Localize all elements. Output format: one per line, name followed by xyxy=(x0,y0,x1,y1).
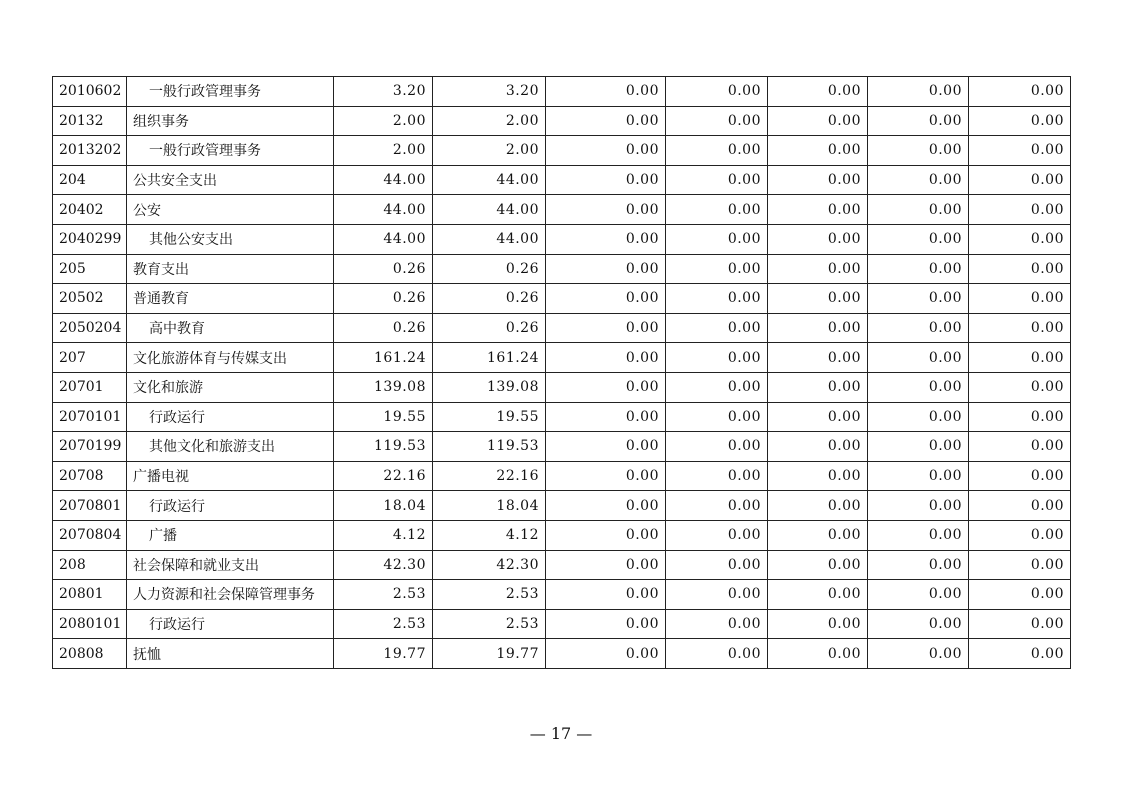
amount-cell: 0.00 xyxy=(868,580,969,610)
subject-code-cell: 2050204 xyxy=(53,313,127,343)
amount-cell: 0.00 xyxy=(969,402,1071,432)
amount-cell: 2.00 xyxy=(433,136,546,166)
amount-cell: 0.00 xyxy=(969,284,1071,314)
amount-cell: 0.00 xyxy=(768,343,868,373)
amount-cell: 0.00 xyxy=(768,461,868,491)
subject-name-cell: 一般行政管理事务 xyxy=(127,77,334,107)
subject-name-cell: 社会保障和就业支出 xyxy=(127,550,334,580)
amount-cell: 18.04 xyxy=(334,491,433,521)
amount-cell: 0.00 xyxy=(969,609,1071,639)
table-row xyxy=(53,254,1071,284)
subject-name-cell: 高中教育 xyxy=(127,313,334,343)
amount-cell: 0.00 xyxy=(546,136,666,166)
subject-code-cell: 207 xyxy=(53,343,127,373)
amount-cell: 0.00 xyxy=(666,550,768,580)
subject-code-cell: 208 xyxy=(53,550,127,580)
amount-cell: 2.53 xyxy=(334,609,433,639)
amount-cell: 0.00 xyxy=(546,77,666,107)
amount-cell: 0.00 xyxy=(666,580,768,610)
amount-cell: 19.55 xyxy=(334,402,433,432)
amount-cell: 0.00 xyxy=(969,491,1071,521)
amount-cell: 3.20 xyxy=(334,77,433,107)
amount-cell: 0.00 xyxy=(868,224,969,254)
amount-cell: 0.00 xyxy=(969,136,1071,166)
amount-cell: 0.00 xyxy=(868,313,969,343)
amount-cell: 0.00 xyxy=(546,313,666,343)
table-row xyxy=(53,550,1071,580)
amount-cell: 22.16 xyxy=(334,461,433,491)
table-row xyxy=(53,402,1071,432)
amount-cell: 0.00 xyxy=(969,580,1071,610)
amount-cell: 0.00 xyxy=(868,106,969,136)
amount-cell: 44.00 xyxy=(334,224,433,254)
amount-cell: 0.00 xyxy=(666,136,768,166)
subject-name-cell: 行政运行 xyxy=(127,491,334,521)
amount-cell: 0.00 xyxy=(666,343,768,373)
page-number: — 17 — xyxy=(529,724,593,743)
amount-cell: 0.00 xyxy=(666,165,768,195)
table-body xyxy=(53,77,1071,669)
amount-cell: 0.00 xyxy=(868,491,969,521)
amount-cell: 0.00 xyxy=(969,165,1071,195)
subject-name-cell: 广播电视 xyxy=(127,461,334,491)
subject-code-cell: 20801 xyxy=(53,580,127,610)
table-row xyxy=(53,491,1071,521)
subject-code-cell: 2070801 xyxy=(53,491,127,521)
amount-cell: 0.00 xyxy=(546,580,666,610)
amount-cell: 0.00 xyxy=(969,520,1071,550)
amount-cell: 0.26 xyxy=(433,313,546,343)
table-row xyxy=(53,580,1071,610)
amount-cell: 0.00 xyxy=(666,609,768,639)
amount-cell: 0.00 xyxy=(868,372,969,402)
amount-cell: 0.00 xyxy=(666,639,768,669)
amount-cell: 0.00 xyxy=(768,165,868,195)
amount-cell: 0.00 xyxy=(768,195,868,225)
amount-cell: 0.00 xyxy=(666,195,768,225)
amount-cell: 0.00 xyxy=(868,254,969,284)
amount-cell: 0.00 xyxy=(868,77,969,107)
amount-cell: 0.00 xyxy=(546,639,666,669)
amount-cell: 0.00 xyxy=(868,195,969,225)
table-row xyxy=(53,224,1071,254)
subject-name-cell: 人力资源和社会保障管理事务 xyxy=(127,580,334,610)
amount-cell: 161.24 xyxy=(334,343,433,373)
table-row xyxy=(53,343,1071,373)
amount-cell: 0.00 xyxy=(868,550,969,580)
amount-cell: 0.00 xyxy=(666,313,768,343)
amount-cell: 0.26 xyxy=(334,313,433,343)
amount-cell: 0.00 xyxy=(969,461,1071,491)
amount-cell: 0.26 xyxy=(334,284,433,314)
amount-cell: 0.00 xyxy=(969,372,1071,402)
amount-cell: 0.00 xyxy=(868,343,969,373)
subject-code-cell: 205 xyxy=(53,254,127,284)
amount-cell: 0.00 xyxy=(768,224,868,254)
amount-cell: 0.00 xyxy=(546,372,666,402)
amount-cell: 0.00 xyxy=(666,520,768,550)
amount-cell: 42.30 xyxy=(433,550,546,580)
amount-cell: 2.53 xyxy=(433,580,546,610)
amount-cell: 0.00 xyxy=(768,313,868,343)
amount-cell: 2.00 xyxy=(334,136,433,166)
amount-cell: 0.00 xyxy=(546,491,666,521)
amount-cell: 0.00 xyxy=(969,343,1071,373)
budget-table xyxy=(52,76,1071,669)
amount-cell: 0.00 xyxy=(868,402,969,432)
amount-cell: 0.00 xyxy=(969,432,1071,462)
amount-cell: 0.00 xyxy=(969,313,1071,343)
amount-cell: 0.00 xyxy=(666,432,768,462)
amount-cell: 0.00 xyxy=(546,165,666,195)
amount-cell: 0.00 xyxy=(666,77,768,107)
amount-cell: 0.00 xyxy=(969,224,1071,254)
amount-cell: 0.00 xyxy=(666,106,768,136)
amount-cell: 119.53 xyxy=(433,432,546,462)
subject-name-cell: 组织事务 xyxy=(127,106,334,136)
subject-name-cell: 文化旅游体育与传媒支出 xyxy=(127,343,334,373)
subject-code-cell: 20708 xyxy=(53,461,127,491)
amount-cell: 0.00 xyxy=(666,284,768,314)
table-row xyxy=(53,313,1071,343)
subject-code-cell: 2040299 xyxy=(53,224,127,254)
table-row xyxy=(53,106,1071,136)
amount-cell: 0.00 xyxy=(546,254,666,284)
subject-code-cell: 2070804 xyxy=(53,520,127,550)
amount-cell: 44.00 xyxy=(433,195,546,225)
table-row xyxy=(53,461,1071,491)
amount-cell: 0.00 xyxy=(969,195,1071,225)
amount-cell: 0.26 xyxy=(433,284,546,314)
amount-cell: 0.00 xyxy=(969,106,1071,136)
subject-name-cell: 其他文化和旅游支出 xyxy=(127,432,334,462)
amount-cell: 44.00 xyxy=(433,224,546,254)
amount-cell: 0.00 xyxy=(768,491,868,521)
amount-cell: 0.00 xyxy=(868,520,969,550)
amount-cell: 0.00 xyxy=(546,284,666,314)
amount-cell: 0.00 xyxy=(546,520,666,550)
subject-code-cell: 204 xyxy=(53,165,127,195)
amount-cell: 0.00 xyxy=(768,136,868,166)
subject-name-cell: 文化和旅游 xyxy=(127,372,334,402)
subject-name-cell: 普通教育 xyxy=(127,284,334,314)
subject-code-cell: 20132 xyxy=(53,106,127,136)
subject-code-cell: 20402 xyxy=(53,195,127,225)
amount-cell: 0.00 xyxy=(768,639,868,669)
amount-cell: 22.16 xyxy=(433,461,546,491)
amount-cell: 0.00 xyxy=(546,224,666,254)
amount-cell: 139.08 xyxy=(433,372,546,402)
amount-cell: 0.00 xyxy=(546,461,666,491)
amount-cell: 0.00 xyxy=(546,402,666,432)
amount-cell: 19.77 xyxy=(334,639,433,669)
table-row xyxy=(53,372,1071,402)
amount-cell: 0.00 xyxy=(868,461,969,491)
amount-cell: 2.53 xyxy=(334,580,433,610)
amount-cell: 0.00 xyxy=(546,609,666,639)
subject-name-cell: 教育支出 xyxy=(127,254,334,284)
amount-cell: 0.00 xyxy=(546,432,666,462)
subject-code-cell: 20808 xyxy=(53,639,127,669)
subject-code-cell: 20502 xyxy=(53,284,127,314)
amount-cell: 139.08 xyxy=(334,372,433,402)
subject-code-cell: 20701 xyxy=(53,372,127,402)
amount-cell: 44.00 xyxy=(433,165,546,195)
amount-cell: 4.12 xyxy=(433,520,546,550)
amount-cell: 0.00 xyxy=(969,254,1071,284)
subject-name-cell: 抚恤 xyxy=(127,639,334,669)
table-row xyxy=(53,195,1071,225)
subject-name-cell: 公安 xyxy=(127,195,334,225)
subject-name-cell: 行政运行 xyxy=(127,609,334,639)
table-row xyxy=(53,136,1071,166)
amount-cell: 0.00 xyxy=(868,609,969,639)
amount-cell: 0.00 xyxy=(546,550,666,580)
amount-cell: 0.00 xyxy=(969,639,1071,669)
amount-cell: 0.00 xyxy=(666,491,768,521)
amount-cell: 2.53 xyxy=(433,609,546,639)
table-row xyxy=(53,609,1071,639)
amount-cell: 0.00 xyxy=(666,402,768,432)
amount-cell: 0.00 xyxy=(666,461,768,491)
amount-cell: 161.24 xyxy=(433,343,546,373)
subject-code-cell: 2070101 xyxy=(53,402,127,432)
amount-cell: 19.77 xyxy=(433,639,546,669)
amount-cell: 0.26 xyxy=(433,254,546,284)
subject-name-cell: 公共安全支出 xyxy=(127,165,334,195)
amount-cell: 0.00 xyxy=(768,580,868,610)
table-row xyxy=(53,432,1071,462)
amount-cell: 0.00 xyxy=(546,106,666,136)
amount-cell: 0.00 xyxy=(868,165,969,195)
amount-cell: 0.00 xyxy=(666,372,768,402)
amount-cell: 0.00 xyxy=(768,284,868,314)
amount-cell: 2.00 xyxy=(433,106,546,136)
amount-cell: 18.04 xyxy=(433,491,546,521)
amount-cell: 0.00 xyxy=(768,402,868,432)
amount-cell: 0.00 xyxy=(768,609,868,639)
amount-cell: 0.00 xyxy=(969,550,1071,580)
amount-cell: 44.00 xyxy=(334,195,433,225)
subject-name-cell: 广播 xyxy=(127,520,334,550)
subject-code-cell: 2010602 xyxy=(53,77,127,107)
amount-cell: 2.00 xyxy=(334,106,433,136)
amount-cell: 0.00 xyxy=(868,284,969,314)
subject-code-cell: 2013202 xyxy=(53,136,127,166)
amount-cell: 0.00 xyxy=(546,343,666,373)
amount-cell: 0.00 xyxy=(768,432,868,462)
table-row xyxy=(53,520,1071,550)
amount-cell: 0.00 xyxy=(666,224,768,254)
table-row xyxy=(53,77,1071,107)
amount-cell: 0.00 xyxy=(868,639,969,669)
amount-cell: 0.00 xyxy=(546,195,666,225)
amount-cell: 0.00 xyxy=(768,254,868,284)
subject-name-cell: 一般行政管理事务 xyxy=(127,136,334,166)
amount-cell: 0.00 xyxy=(969,77,1071,107)
amount-cell: 44.00 xyxy=(334,165,433,195)
amount-cell: 119.53 xyxy=(334,432,433,462)
subject-code-cell: 2080101 xyxy=(53,609,127,639)
amount-cell: 3.20 xyxy=(433,77,546,107)
amount-cell: 0.00 xyxy=(768,550,868,580)
amount-cell: 0.00 xyxy=(868,136,969,166)
amount-cell: 0.00 xyxy=(768,77,868,107)
amount-cell: 0.00 xyxy=(768,372,868,402)
subject-name-cell: 其他公安支出 xyxy=(127,224,334,254)
amount-cell: 42.30 xyxy=(334,550,433,580)
table-row xyxy=(53,284,1071,314)
table-row xyxy=(53,639,1071,669)
amount-cell: 0.00 xyxy=(868,432,969,462)
amount-cell: 19.55 xyxy=(433,402,546,432)
amount-cell: 0.00 xyxy=(666,254,768,284)
subject-name-cell: 行政运行 xyxy=(127,402,334,432)
amount-cell: 0.00 xyxy=(768,106,868,136)
amount-cell: 4.12 xyxy=(334,520,433,550)
table-row xyxy=(53,165,1071,195)
amount-cell: 0.00 xyxy=(768,520,868,550)
amount-cell: 0.26 xyxy=(334,254,433,284)
subject-code-cell: 2070199 xyxy=(53,432,127,462)
